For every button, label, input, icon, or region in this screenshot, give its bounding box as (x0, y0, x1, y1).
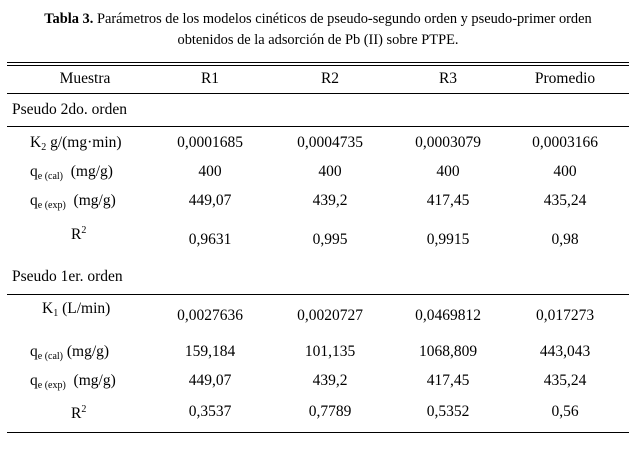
cell-value: 0,7789 (308, 403, 352, 420)
top-rule-1 (7, 62, 629, 63)
row-label-qe-exp: $q_{e (exp)}$ (mg/g) (30, 372, 116, 391)
row-label-qe-cal: $q_{e (cal)}$ (mg/g) (30, 163, 113, 182)
top-rule-2 (7, 65, 629, 66)
cell-value: 0,0001685 (177, 134, 243, 151)
bottom-rule (7, 432, 629, 433)
row-label-qe-cal: $q_{e (cal)}$ (mg/g) (30, 343, 110, 362)
cell-value: 439,2 (312, 372, 348, 389)
cell-value: 0,017273 (535, 307, 595, 324)
cell-value: 0,0469812 (415, 307, 481, 324)
cell-value: 0,98 (551, 231, 579, 248)
row-label-qe-exp: $q_{e (exp)}$ (mg/g) (30, 192, 116, 211)
cell-value: 400 (198, 163, 222, 180)
cell-value: 400 (553, 163, 577, 180)
cell-value: 0,0004735 (297, 134, 363, 151)
cell-value: 400 (318, 163, 342, 180)
cell-value: 159,184 (184, 343, 236, 360)
cell-value: 417,45 (426, 192, 470, 209)
row-label-k2: $K_2$ g/(mg·min) (30, 134, 122, 153)
cell-value: 0,0003079 (415, 134, 481, 151)
section-1-rule (7, 126, 629, 127)
cell-value: 0,0027636 (177, 307, 243, 324)
header-promedio: Promedio (534, 70, 596, 87)
cell-value: 0,3537 (188, 403, 232, 420)
cell-value: 0,5352 (426, 403, 470, 420)
row-label-r2: $R^2$ (71, 225, 87, 243)
cell-value: 101,135 (304, 343, 356, 360)
cell-value: 435,24 (543, 372, 587, 389)
cell-value: 439,2 (312, 192, 348, 209)
cell-value: 0,9631 (188, 231, 232, 248)
caption-line-1 (8, 9, 628, 30)
row-label-k1: $K_1$ (L/min) (42, 300, 111, 319)
caption-label: Tabla 3. (44, 11, 94, 27)
cell-value: 449,07 (188, 372, 232, 389)
cell-value: 400 (436, 163, 460, 180)
section-title-pseudo-2: Pseudo 2do. orden (12, 101, 127, 118)
table-caption (8, 9, 628, 51)
cell-value: 0,0003166 (532, 134, 598, 151)
cell-value: 0,0020727 (297, 307, 363, 324)
caption-line-2: obtenidos de la adsorción de Pb (II) sobre PTPE. (177, 32, 459, 48)
cell-value: 435,24 (543, 192, 587, 209)
caption-text-1: Parámetros de los modelos cinéticos de pseudo-segundo orden y pseudo-primer orden (96, 11, 592, 27)
cell-value: 0,56 (551, 403, 579, 420)
cell-value: 0,9915 (426, 231, 470, 248)
header-r3: R3 (438, 70, 458, 87)
row-label-r2: $R^2$ (71, 404, 87, 422)
header-r2: R2 (320, 70, 340, 87)
section-title-pseudo-1: Pseudo 1er. orden (12, 268, 123, 285)
cell-value: 1068,809 (418, 343, 478, 360)
header-r1: R1 (200, 70, 220, 87)
cell-value: 449,07 (188, 192, 232, 209)
cell-value: 417,45 (426, 372, 470, 389)
cell-value: 0,995 (312, 231, 348, 248)
cell-value: 443,043 (539, 343, 591, 360)
header-rule (7, 93, 629, 94)
section-2-rule (7, 294, 629, 295)
header-muestra: Muestra (59, 70, 111, 87)
